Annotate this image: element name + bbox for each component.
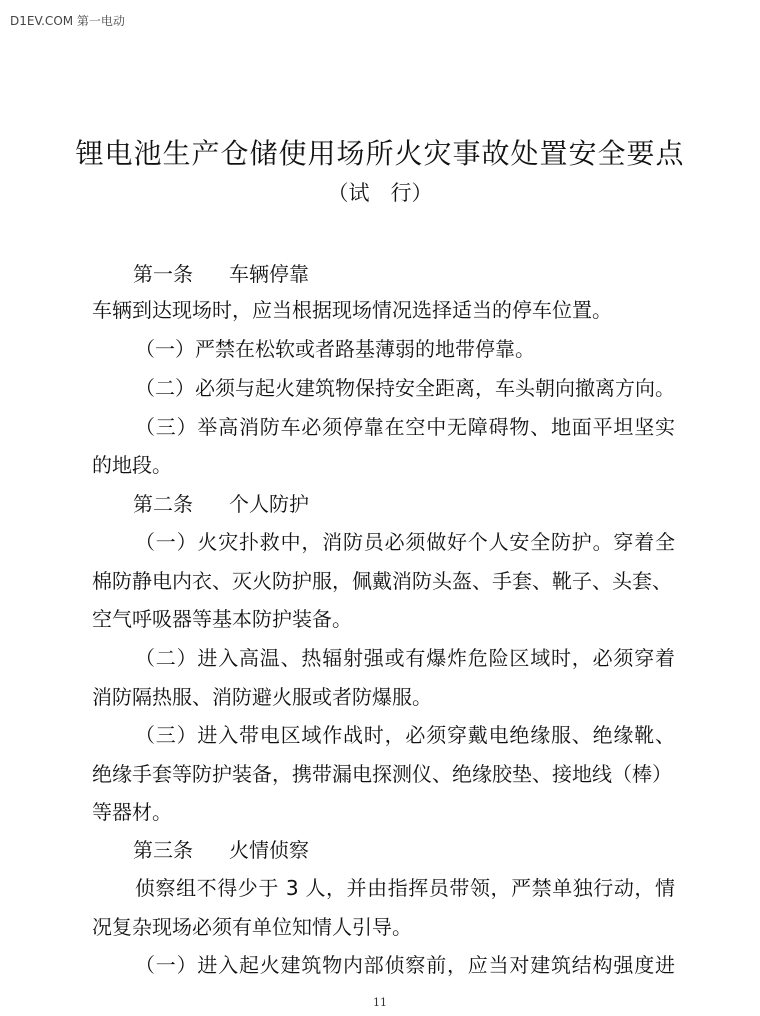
paragraph-line: 况复杂现场必须有单位知情人引导。 <box>92 915 412 939</box>
paragraph-line: 消防隔热服、消防避火服或者防爆服。 <box>92 685 432 709</box>
paragraph-line: 等器材。 <box>92 800 172 824</box>
watermark-text: D1EV.COM 第一电动 <box>10 14 125 28</box>
paragraph-line: （二）必须与起火建筑物保持安全距离，车头朝向撤离方向。 <box>135 376 675 400</box>
paragraph-line: （一）严禁在松软或者路基薄弱的地带停靠。 <box>135 337 535 361</box>
article-2-header <box>133 488 309 517</box>
article-heading: 个人防护 <box>229 492 309 516</box>
page-number: 11 <box>373 996 387 1009</box>
paragraph-line: （一）火灾扑救中，消防员必须做好个人安全防护。穿着全 <box>135 530 675 554</box>
paragraph-line: （二）进入高温、热辐射强或有爆炸危险区域时，必须穿着 <box>135 646 675 670</box>
paragraph-line: （一）进入起火建筑物内部侦察前，应当对建筑结构强度进 <box>135 953 675 977</box>
document-title: 锂电池生产仓储使用场所火灾事故处置安全要点 <box>75 137 685 170</box>
document-subtitle: （试 行） <box>327 181 433 205</box>
paragraph-line: （三）举高消防车必须停靠在空中无障碍物、地面平坦坚实 <box>135 415 675 439</box>
article-1-header <box>133 258 309 287</box>
article-heading: 车辆停靠 <box>229 262 309 286</box>
paragraph-line: 的地段。 <box>92 453 172 477</box>
article-heading: 火情侦察 <box>229 838 309 862</box>
paragraph-line: 侦察组不得少于 3 人，并由指挥员带领，严禁单独行动，情 <box>135 876 675 900</box>
article-3-header <box>133 834 309 863</box>
article-label: 第二条 <box>133 492 193 516</box>
article-label: 第三条 <box>133 838 193 862</box>
paragraph-line: 车辆到达现场时，应当根据现场情况选择适当的停车位置。 <box>92 298 612 322</box>
paragraph-line: （三）进入带电区域作战时，必须穿戴电绝缘服、绝缘靴、 <box>135 723 675 747</box>
paragraph-line: 绝缘手套等防护装备，携带漏电探测仪、绝缘胶垫、接地线（棒） <box>92 762 672 786</box>
article-label: 第一条 <box>133 262 193 286</box>
paragraph-line: 棉防静电内衣、灭火防护服，佩戴消防头盔、手套、靴子、头套、 <box>92 569 672 593</box>
paragraph-line: 空气呼吸器等基本防护装备。 <box>92 607 352 631</box>
